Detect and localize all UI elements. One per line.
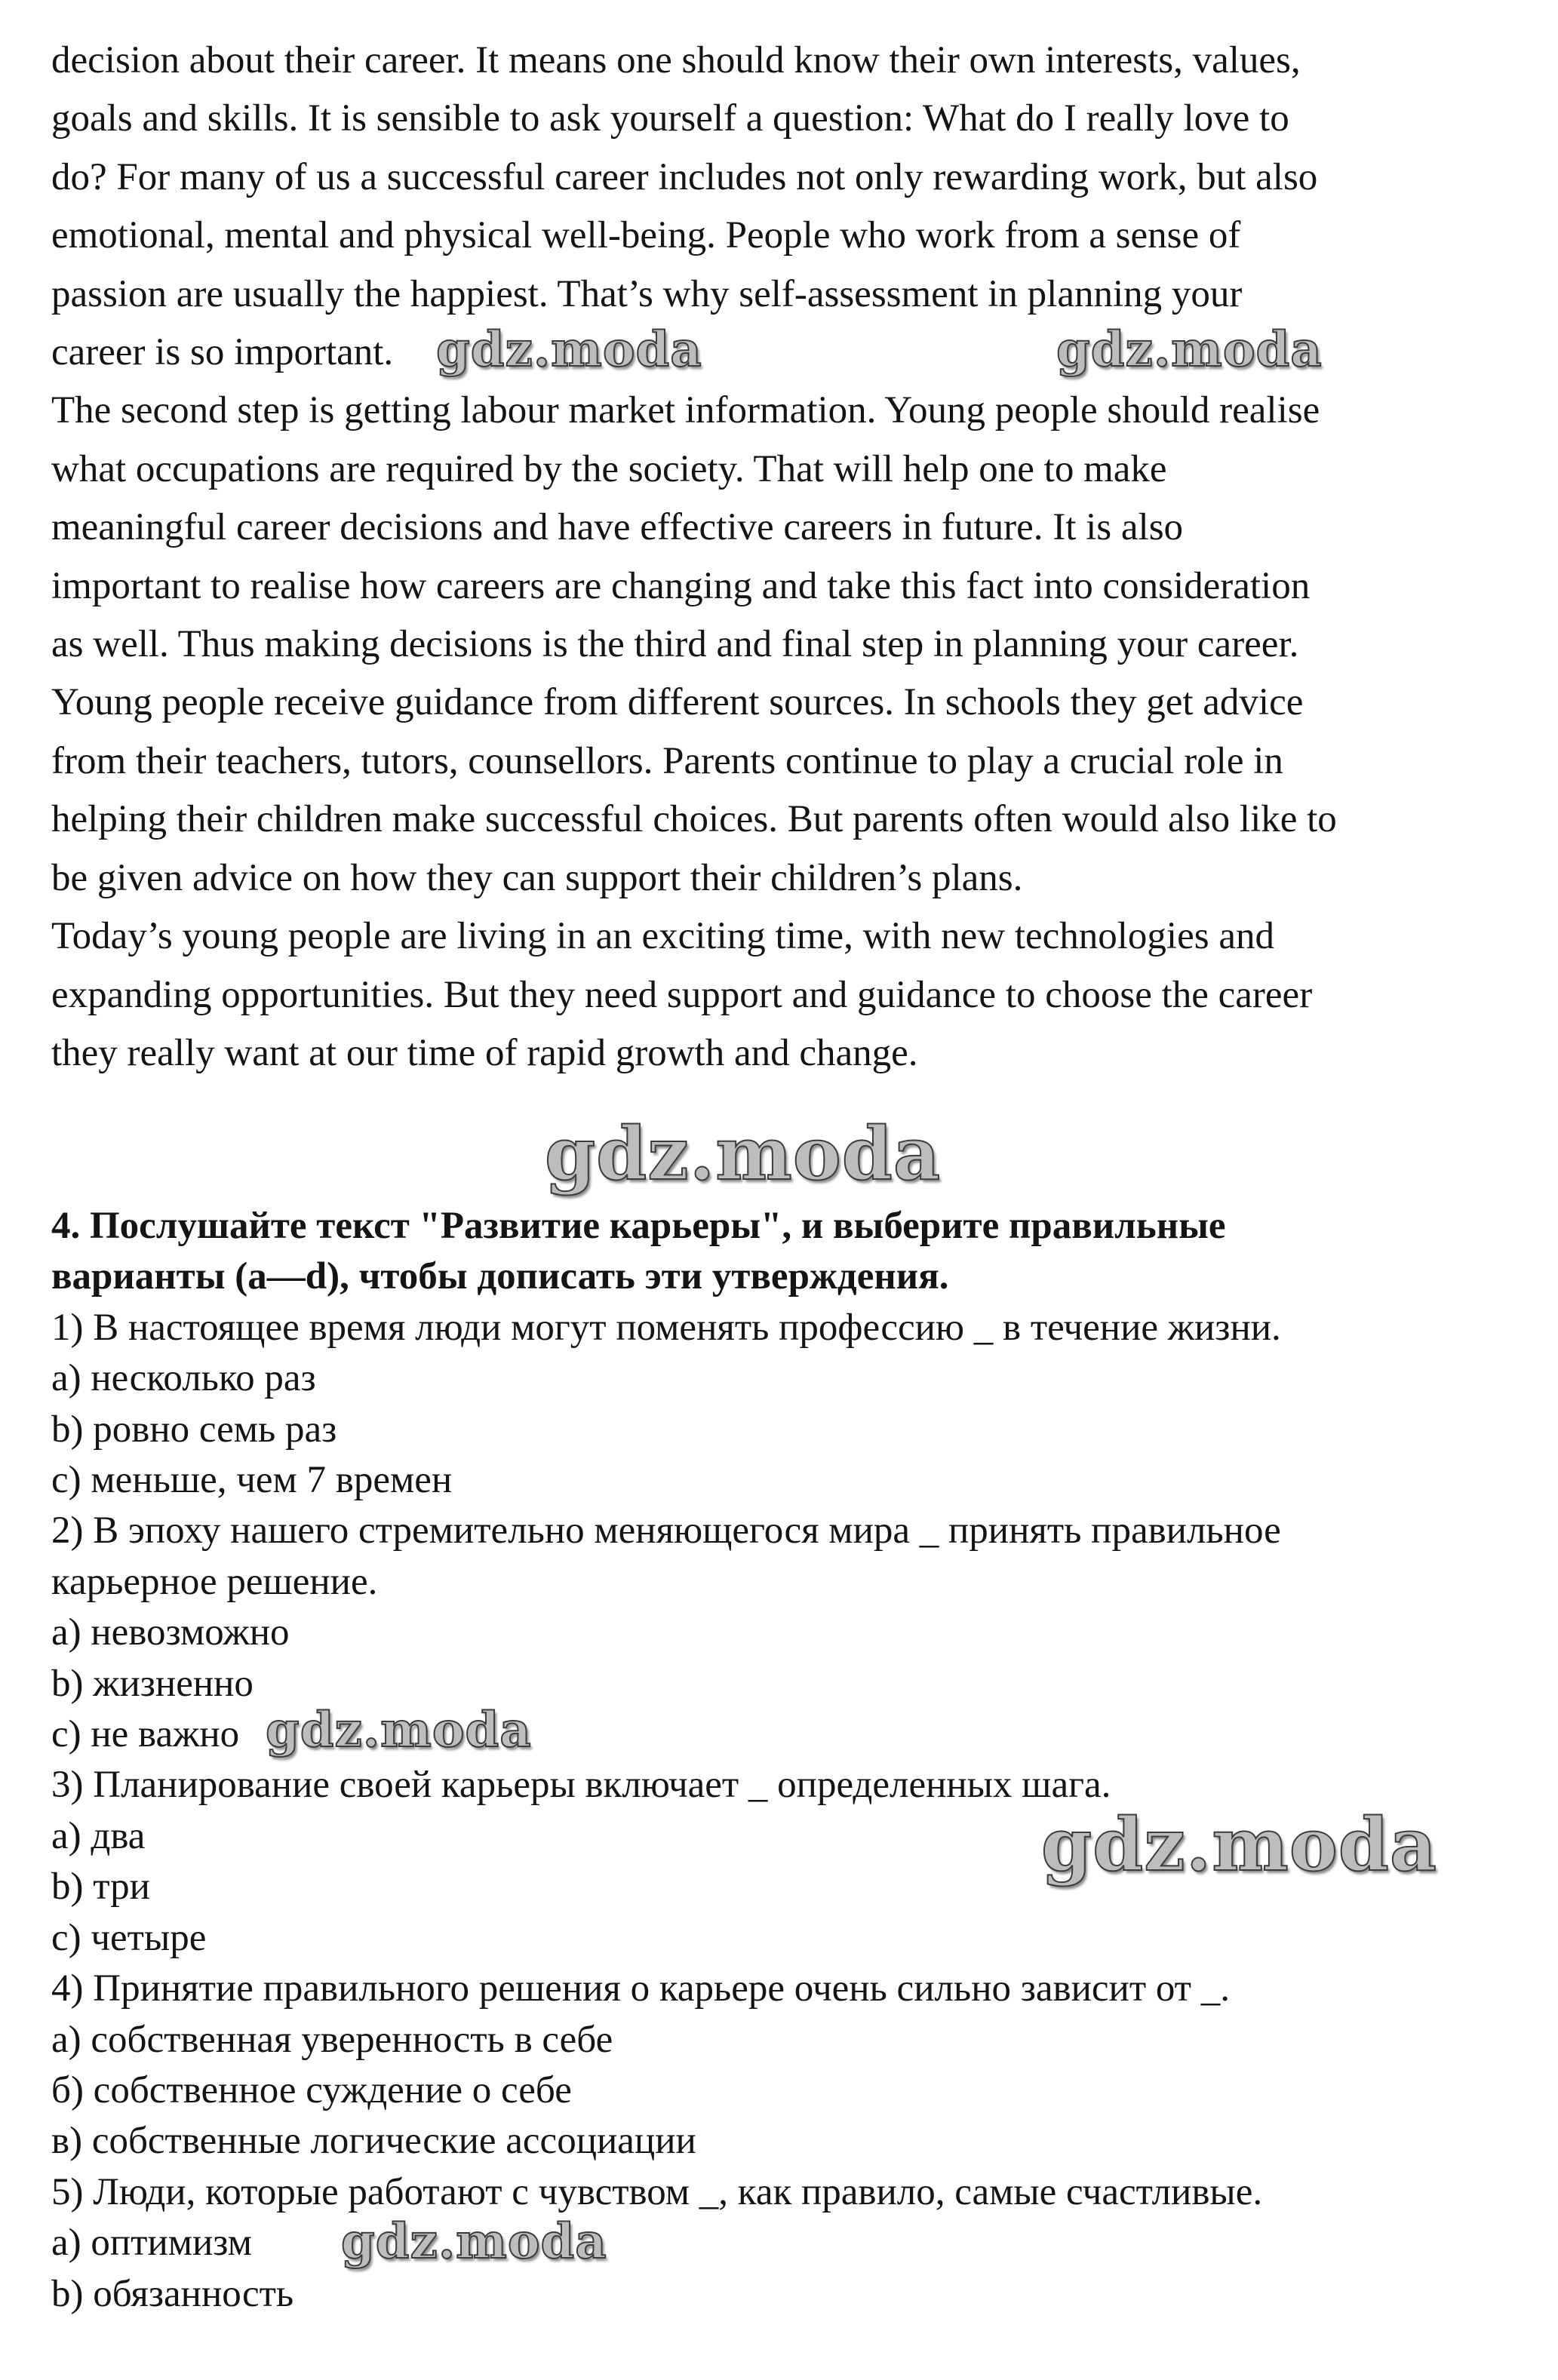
exercise-heading: варианты (a—d), чтобы дописать эти утверждения. xyxy=(51,1255,949,1298)
text-line: emotional, mental and physical well-being. People who work from a sense of xyxy=(51,214,1241,257)
answer-option: б) собственное суждение о себе xyxy=(51,2068,572,2111)
text-line: important to realise how careers are changing and take this fact into consideration xyxy=(51,564,1311,607)
text-line: Today’s young people are living in an exciting time, with new technologies and xyxy=(51,915,1274,958)
watermark: gdz.moda xyxy=(436,321,702,378)
text-line: they really want at our time of rapid growth and change. xyxy=(51,1031,918,1074)
text-line: meaningful career decisions and have effective careers in future. It is also xyxy=(51,506,1184,549)
text-line: what occupations are required by the society. That will help one to make xyxy=(51,447,1167,490)
question-line: 2) В эпоху нашего стремительно меняющегося мира _ принять правильное xyxy=(51,1509,1281,1552)
answer-option: b) обязанность xyxy=(51,2272,294,2315)
text-line: goals and skills. It is sensible to ask yourself a question: What do I really love to xyxy=(51,97,1289,140)
question-line: карьерное решение. xyxy=(51,1560,378,1603)
text-line: The second step is getting labour market information. Young people should realise xyxy=(51,389,1320,432)
text-line: do? For many of us a successful career includes not only rewarding work, but also xyxy=(51,155,1318,198)
exercise-block xyxy=(51,1201,1553,2320)
text-line: expanding opportunities. But they need support and guidance to choose the career xyxy=(51,973,1313,1016)
text-line: career is so important. xyxy=(51,331,394,374)
text-line: passion are usually the happiest. That’s why self-assessment in planning your xyxy=(51,272,1243,315)
text-line: Young people receive guidance from different sources. In schools they get advice xyxy=(51,681,1304,724)
answer-option: c) не важно xyxy=(51,1713,240,1756)
watermark: gdz.moda xyxy=(1041,1802,1438,1887)
watermark: gdz.moda xyxy=(266,1702,532,1758)
answer-option: a) невозможно xyxy=(51,1611,290,1654)
exercise-heading: 4. Послушайте текст "Развитие карьеры", и выберите правильные xyxy=(51,1205,1226,1247)
answer-option: b) жизненно xyxy=(51,1662,254,1705)
text-line: from their teachers, tutors, counsellors. Parents continue to play a crucial role in xyxy=(51,739,1283,782)
watermark: gdz.moda xyxy=(1056,321,1323,378)
question-line: 3) Планирование своей карьеры включает _ определенных шага. xyxy=(51,1764,1111,1807)
english-text-block xyxy=(51,32,1553,1083)
text-line: be given advice on how they can support their children’s plans. xyxy=(51,856,1023,899)
watermark: gdz.moda xyxy=(545,1111,942,1196)
answer-option: a) оптимизм xyxy=(51,2222,253,2265)
answer-option: a) несколько раз xyxy=(51,1357,316,1400)
answer-option: a) собственная уверенность в себе xyxy=(51,2018,613,2061)
answer-option: b) три xyxy=(51,1866,150,1909)
question-line: 1) В настоящее время люди могут поменять профессию _ в течение жизни. xyxy=(51,1306,1281,1349)
answer-option: b) ровно семь раз xyxy=(51,1408,337,1451)
answer-option: a) два xyxy=(51,1814,146,1857)
text-line: helping their children make successful choices. But parents often would also like to xyxy=(51,798,1337,841)
watermark: gdz.moda xyxy=(341,2213,607,2270)
answer-option: c) меньше, чем 7 времен xyxy=(51,1459,453,1502)
question-line: 4) Принятие правильного решения о карьере очень сильно зависит от _. xyxy=(51,1967,1230,2010)
question-line: 5) Люди, которые работают с чувством _, как правило, самые счастливые. xyxy=(51,2170,1263,2213)
answer-option: в) собственные логические ассоциации xyxy=(51,2120,696,2163)
text-line: as well. Thus making decisions is the third and final step in planning your career. xyxy=(51,623,1299,666)
answer-option: c) четыре xyxy=(51,1916,207,1959)
text-line: decision about their career. It means one should know their own interests, values, xyxy=(51,39,1301,81)
